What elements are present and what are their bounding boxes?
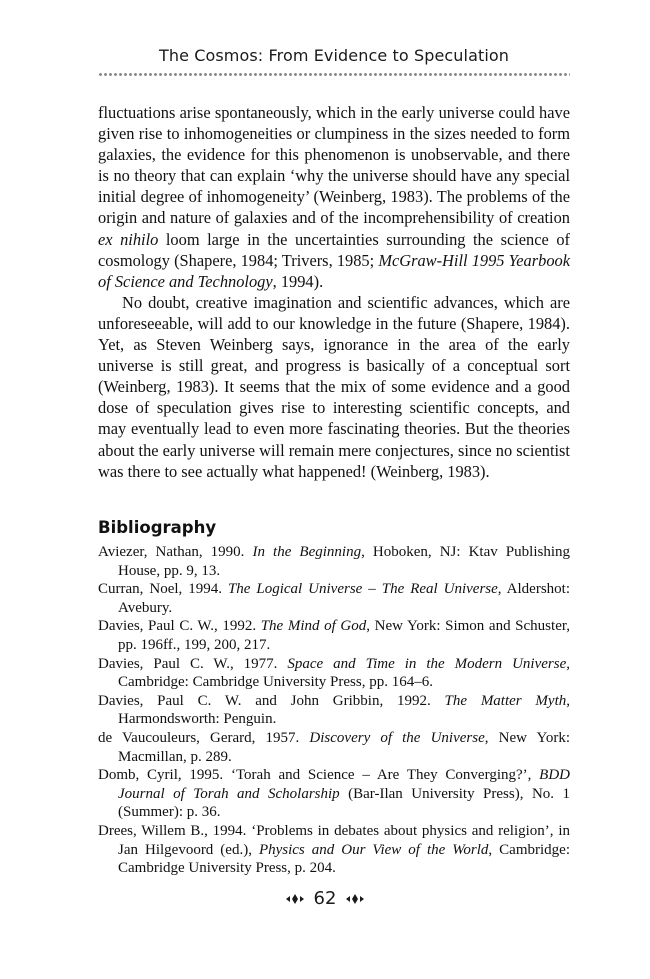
bib-entry-publisher: , New York: Simon and Schuster, pp. 196ff., 199, 200, 217. [118, 618, 570, 653]
paragraph-1 [98, 102, 570, 292]
paragraph-1-text-b: loom large in the uncertainties surrounding the science of cosmology (Shapere, 1984; Trivers, 1985; [98, 229, 570, 270]
bib-entry-author: Davies, Paul C. W. and John Gribbin, 1992. [98, 692, 445, 709]
bib-entry-title: Discovery of the Universe [309, 729, 485, 746]
paragraph-1-text-c: , 1994). [272, 271, 324, 291]
bib-entry-publisher: , Cambridge: Cambridge University Press, pp. 164–6. [118, 655, 570, 691]
bib-entry-title: The Matter Myth [444, 692, 567, 709]
bib-entry [98, 617, 570, 654]
page-footer [0, 888, 650, 909]
bib-entry [98, 655, 570, 692]
paragraph-1-italic-ex-nihilo: ex nihilo [98, 229, 159, 249]
bib-entry-title: Physics and Our View of the World [258, 841, 489, 858]
bib-entry-author: Drees, Willem B., 1994. ‘Problems in debates about physics and religion’, in Jan Hilgevoord (ed.), [98, 822, 570, 858]
running-header-title: The Cosmos: From Evidence to Speculation [158, 46, 510, 65]
right-ornament-icon [344, 892, 366, 906]
bib-entry [98, 692, 570, 729]
bib-entry-publisher: (Bar-Ilan University Press), No. 1 (Summer): p. 36. [118, 785, 570, 821]
bib-entry-author: Davies, Paul C. W., 1992. [98, 618, 261, 635]
bib-entry-author: Davies, Paul C. W., 1977. [98, 655, 288, 672]
bib-entry [98, 822, 570, 878]
bib-entry [98, 766, 570, 822]
bib-entry-author: de Vaucouleurs, Gerard, 1957. [98, 729, 310, 746]
bib-entry-author: Domb, Cyril, 1995. ‘Torah and Science – Are They Converging?’, [98, 767, 540, 784]
bib-entry-publisher: , Harmondsworth: Penguin. [118, 692, 570, 728]
paragraph-2: No doubt, creative imagination and scientific advances, which are unforeseeable, will add to our knowledge in the future (Shapere, 1984). Yet, as Steven Weinberg says, ignorance in the area of the early universe is still great, and progress is basically of a conceptual sort (Weinberg, 1983). It seems that the mix of some evidence and a good dose of speculation gives rise to interesting scientific concepts, and may eventually lead to even more fascinating theories. But the theories about the early universe will remain mere conjectures, since no scientist was there to see actually what happened! (Weinberg, 1983). [98, 292, 570, 481]
bib-entry-publisher: , New York: Macmillan, p. 289. [118, 729, 571, 765]
bib-entry-publisher: , Hoboken, NJ: Ktav Publishing House, pp. 9, 13. [118, 544, 570, 579]
bib-entry-title: Space and Time in the Modern Universe [287, 655, 567, 672]
bib-entry-publisher: , Aldershot: Avebury. [118, 581, 571, 616]
bib-entry-title: BDD Journal of Torah and Scholarship [118, 767, 570, 802]
paragraph-1-text-a: fluctuations arise spontaneously, which in the early universe could have given rise to inhomogeneities or clumpiness in the sizes needed to form galaxies, the evidence for this phenomenon is unobservable, and there is no theory that can explain ‘why the universe should have any special initial degree of inhomogeneity’ (Weinberg, 1983). The problems of the origin and nature of galaxies and of the incomprehensibility of creation [98, 103, 570, 228]
bib-entry-title: In the Beginning [252, 544, 362, 560]
bib-entry [98, 729, 570, 766]
page-number: 62 [313, 888, 337, 909]
bib-entry-author: Aviezer, Nathan, 1990. [98, 544, 253, 560]
bib-entry [98, 543, 570, 580]
left-ornament-icon [284, 892, 306, 906]
bib-entry [98, 580, 570, 617]
bibliography-list [98, 543, 570, 878]
bib-entry-title: The Mind of God [260, 618, 367, 635]
paragraph-1-italic-yearbook: McGraw-Hill 1995 Yearbook of Science and Technology [98, 250, 570, 291]
bibliography-heading: Bibliography [98, 518, 217, 537]
bib-entry-title: The Logical Universe – The Real Universe [227, 581, 498, 598]
bib-entry-publisher: , Cambridge: Cambridge University Press, p. 204. [118, 841, 570, 877]
bib-entry-author: Curran, Noel, 1994. [98, 581, 228, 598]
header-dotted-rule [98, 72, 570, 77]
main-text [98, 102, 570, 482]
